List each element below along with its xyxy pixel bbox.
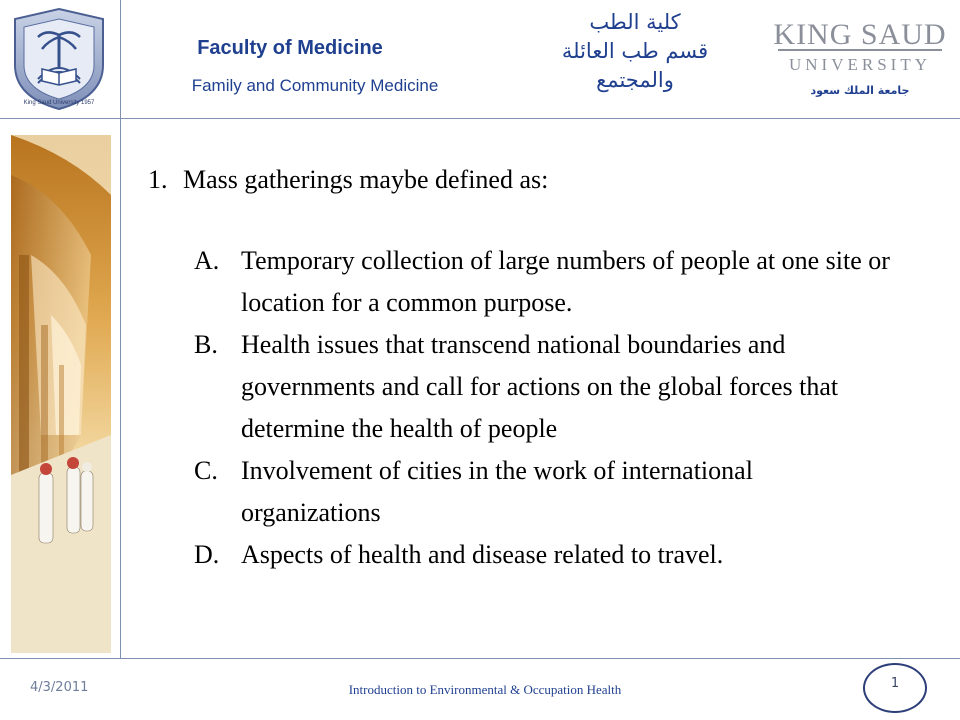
option-a: [194, 240, 894, 324]
answer-options: [194, 240, 894, 576]
university-seal-logo: [8, 5, 110, 113]
page-number-badge: [863, 663, 927, 713]
colonnade-photo: [11, 135, 111, 653]
option-letter: D.: [194, 540, 220, 569]
question-text: Mass gatherings maybe defined as:: [183, 165, 549, 194]
option-d: [194, 534, 894, 576]
question-heading: [148, 165, 908, 195]
option-text: Aspects of health and disease related to travel.: [241, 540, 724, 569]
university-arabic-name: جامعة الملك سعود: [810, 84, 910, 97]
course-title: Introduction to Environmental & Occupation Health: [348, 682, 622, 697]
option-b: [194, 324, 894, 450]
footer-divider: [0, 658, 960, 659]
question-block: [148, 165, 908, 576]
department-name: Family and Community Medicine: [191, 76, 439, 95]
logo-line1: KING SAUD: [773, 18, 947, 51]
slide-date: 4/3/2011: [30, 680, 89, 695]
arabic-faculty: كلية الطب: [589, 10, 681, 34]
header-separator-left: [120, 0, 121, 118]
seal-caption: King Saud University 1957: [23, 100, 95, 106]
logo-line2: UNIVERSITY: [789, 55, 931, 74]
arabic-department-line2: والمجتمع: [596, 68, 674, 92]
arabic-header: [520, 8, 750, 95]
header-divider: [0, 118, 960, 119]
arabic-department-line1: قسم طب العائلة: [561, 39, 709, 63]
page-number: 1: [890, 676, 900, 691]
option-text: Temporary collection of large numbers of people at one site or location for a common purpose.: [241, 246, 890, 317]
sidebar-divider: [120, 118, 121, 658]
question-number: 1.: [148, 165, 168, 194]
option-letter: B.: [194, 330, 218, 359]
option-text: Health issues that transcend national boundaries and governments and call for actions on the global forces that determine the health of people: [241, 330, 839, 443]
option-c: [194, 450, 894, 534]
faculty-title: Faculty of Medicine: [197, 37, 383, 59]
option-text: Involvement of cities in the work of international organizations: [241, 456, 753, 527]
option-letter: C.: [194, 456, 218, 485]
option-letter: A.: [194, 246, 220, 275]
king-saud-university-logo: [770, 14, 950, 76]
